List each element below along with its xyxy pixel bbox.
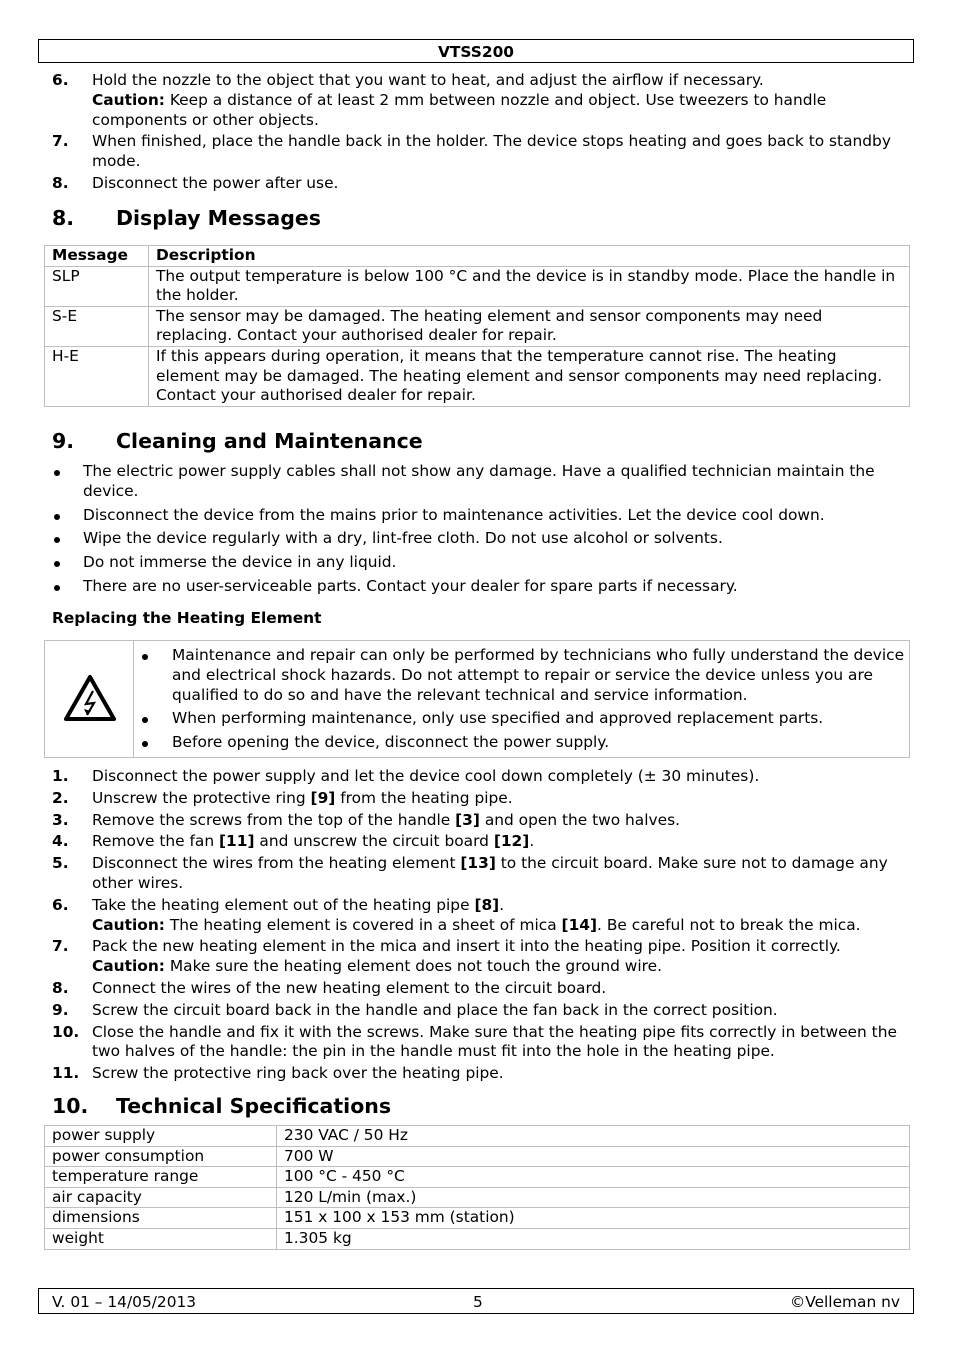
step-number: 11.	[52, 1064, 80, 1083]
section-title: Display Messages	[116, 206, 321, 230]
part-reference: [12]	[493, 832, 530, 851]
step-number: 9.	[52, 1000, 69, 1019]
step-text-part: and open the two halves.	[479, 810, 680, 829]
table-header-row	[45, 246, 910, 267]
step-text-part: .	[499, 895, 505, 914]
table-row	[45, 1146, 910, 1167]
page-footer	[38, 1288, 914, 1314]
table-row	[45, 1126, 910, 1147]
bullet-text: Wipe the device regularly with a dry, lint-free cloth. Do not use alcohol or solvents.	[83, 529, 723, 548]
spec-value: 700 W	[277, 1146, 910, 1167]
maintenance-bullets	[52, 462, 912, 601]
step-text	[92, 767, 908, 787]
list-item	[52, 1023, 908, 1063]
part-reference: [9]	[310, 788, 336, 807]
description-cell: The sensor may be damaged. The heating element and sensor components may need replacing. Contact your authorised dealer for repair.	[149, 306, 910, 346]
step-text: Hold the nozzle to the object that you want to heat, and adjust the airflow if necessary.	[92, 71, 764, 89]
step-number: 1.	[52, 767, 69, 785]
list-item	[52, 1064, 908, 1084]
technical-specifications-table	[44, 1125, 910, 1250]
step-text-part: Disconnect the wires from the heating element	[92, 854, 461, 873]
step-number: 8.	[52, 978, 69, 997]
table-row	[45, 1187, 910, 1208]
step-text-part: Screw the circuit board back in the handle and place the fan back in the correct position.	[92, 1000, 778, 1019]
step-text	[92, 1001, 908, 1021]
spec-label: power consumption	[45, 1146, 277, 1167]
step-text-part: Unscrew the protective ring	[92, 788, 311, 807]
version-date: V. 01 – 14/05/2013	[52, 1293, 197, 1311]
list-item	[52, 1001, 908, 1021]
list-item	[52, 577, 912, 597]
list-item	[52, 462, 912, 502]
step-number: 8.	[52, 173, 69, 192]
bullet-icon	[54, 537, 60, 543]
copyright: ©Velleman nv	[789, 1293, 900, 1311]
part-reference: [3]	[455, 810, 480, 829]
step-text-part: and unscrew the circuit board	[254, 832, 494, 851]
step-text-part: Disconnect the power supply and let the device cool down completely (± 30 minutes).	[92, 767, 760, 785]
step-text	[92, 1064, 908, 1084]
bullet-text: Maintenance and repair can only be performed by technicians who fully understand the device and electrical shock hazards. Do not attempt to repair or service the device unless you are qualified to do so and have the relevant technical and service information.	[172, 646, 905, 704]
list-item	[52, 896, 908, 936]
step-number: 4.	[52, 832, 69, 851]
section-title: Technical Specifications	[116, 1094, 392, 1118]
bullet-text: Before opening the device, disconnect the power supply.	[172, 733, 610, 752]
spec-label: power supply	[45, 1126, 277, 1147]
top-steps-list	[52, 71, 902, 196]
step-text	[92, 854, 908, 894]
table-row	[45, 306, 910, 346]
list-item	[52, 767, 908, 787]
bullet-icon	[54, 585, 60, 591]
caution-text: . Be careful not to break the mica.	[597, 915, 861, 934]
step-number: 5.	[52, 854, 69, 873]
step-text-part: Close the handle and fix it with the screws. Make sure that the heating pipe fits correctly in between the two halves of the handle: the pin in the handle must fit into the hole in the heating pipe.	[92, 1022, 897, 1061]
spec-value: 120 L/min (max.)	[277, 1187, 910, 1208]
bullet-icon	[142, 741, 148, 747]
step-text-part: Connect the wires of the new heating element to the circuit board.	[92, 978, 607, 997]
step-text	[92, 1023, 908, 1063]
replacing-heating-element-subheading: Replacing the Heating Element	[52, 609, 322, 627]
list-item	[52, 132, 902, 172]
warning-box	[44, 640, 910, 758]
step-text	[92, 896, 908, 916]
step-number: 7.	[52, 132, 69, 151]
list-item	[139, 646, 905, 705]
spec-value: 230 VAC / 50 Hz	[277, 1126, 910, 1147]
replacement-steps-list	[52, 767, 908, 1086]
step-text: When finished, place the handle back in the holder. The device stops heating and goes back to standby mode.	[92, 132, 891, 171]
bullet-icon	[54, 514, 60, 520]
step-text	[92, 789, 908, 809]
column-header: Description	[149, 246, 910, 267]
list-item	[52, 811, 908, 831]
step-text-part: .	[529, 832, 535, 851]
list-item	[52, 937, 908, 977]
step-text	[92, 811, 908, 831]
bullet-text: The electric power supply cables shall not show any damage. Have a qualified technician maintain the device.	[83, 462, 875, 500]
table-row	[45, 1167, 910, 1188]
bullet-text: Disconnect the device from the mains prior to maintenance activities. Let the device cool down.	[83, 505, 825, 524]
part-reference: [11]	[219, 832, 255, 851]
bullet-text: There are no user-serviceable parts. Contact your dealer for spare parts if necessary.	[83, 576, 738, 595]
step-text-part: to the circuit board. Make sure not to damage any other wires.	[92, 854, 888, 892]
high-voltage-warning-icon	[64, 674, 116, 722]
spec-label: dimensions	[45, 1208, 277, 1229]
step-number: 3.	[52, 810, 69, 829]
step-text	[92, 979, 908, 999]
list-item	[52, 832, 908, 852]
warning-icon-cell	[45, 641, 134, 757]
caution-text: Keep a distance of at least 2 mm between nozzle and object. Use tweezers to handle components or other objects.	[92, 90, 827, 129]
bullet-icon	[54, 561, 60, 567]
step-number: 2.	[52, 788, 69, 807]
warning-bullets	[139, 646, 905, 757]
caution-label: Caution:	[92, 915, 165, 934]
column-header: Message	[45, 246, 149, 267]
step-text-part: from the heating pipe.	[335, 788, 513, 807]
page-header	[38, 39, 914, 63]
step-text-part: Take the heating element out of the heating pipe	[92, 895, 475, 914]
list-item	[52, 174, 902, 194]
spec-label: temperature range	[45, 1167, 277, 1188]
step-text-part: Remove the fan	[92, 832, 219, 851]
description-cell: If this appears during operation, it means that the temperature cannot rise. The heating element may be damaged. The heating element and sensor components may need replacing. Contact your authorised dealer for repair.	[149, 346, 910, 406]
display-messages-table	[44, 245, 910, 407]
page-number: 5	[473, 1293, 483, 1311]
bullet-text: Do not immerse the device in any liquid.	[83, 553, 397, 572]
spec-label: air capacity	[45, 1187, 277, 1208]
table-row	[45, 1228, 910, 1249]
step-number: 6.	[52, 895, 69, 914]
list-item	[52, 553, 912, 573]
caution-label: Caution:	[92, 957, 165, 976]
bullet-icon	[142, 654, 148, 660]
section-number: 8.	[52, 206, 75, 230]
message-cell: S-E	[45, 306, 149, 346]
caution-text: Make sure the heating element does not touch the ground wire.	[164, 957, 662, 976]
section-number: 9.	[52, 429, 75, 453]
section-10-heading	[52, 1094, 391, 1118]
caution-line	[92, 957, 908, 977]
section-8-heading	[52, 206, 321, 230]
bullet-text: When performing maintenance, only use specified and approved replacement parts.	[172, 709, 824, 728]
table-row	[45, 1208, 910, 1229]
section-number: 10.	[52, 1094, 89, 1118]
step-text	[92, 832, 908, 852]
spec-value: 100 °C - 450 °C	[277, 1167, 910, 1188]
list-item	[52, 71, 902, 130]
list-item	[52, 854, 908, 894]
header-title: VTSS200	[437, 43, 514, 61]
spec-label: weight	[45, 1228, 277, 1249]
list-item	[139, 733, 905, 753]
list-item	[139, 709, 905, 729]
step-text	[92, 937, 908, 957]
spec-value: 1.305 kg	[277, 1228, 910, 1249]
section-title: Cleaning and Maintenance	[116, 429, 423, 453]
section-9-heading	[52, 429, 423, 453]
bullet-icon	[142, 717, 148, 723]
part-reference: [13]	[460, 854, 496, 873]
step-number: 10.	[52, 1022, 80, 1041]
caution-line	[92, 916, 908, 936]
caution-text: The heating element is covered in a sheet of mica	[164, 915, 562, 934]
step-text-part: Pack the new heating element in the mica and insert it into the heating pipe. Position it correctly.	[92, 937, 841, 956]
step-number: 7.	[52, 937, 69, 956]
step-text-part: Screw the protective ring back over the heating pipe.	[92, 1064, 504, 1083]
bullet-icon	[54, 470, 60, 476]
part-reference: [8]	[474, 895, 500, 914]
list-item	[52, 789, 908, 809]
list-item	[52, 506, 912, 526]
caution-label: Caution:	[92, 90, 165, 109]
caution-line	[92, 91, 902, 131]
table-row	[45, 266, 910, 306]
step-number: 6.	[52, 71, 69, 89]
message-cell: H-E	[45, 346, 149, 406]
step-text: Disconnect the power after use.	[92, 173, 339, 192]
part-reference: [14]	[561, 915, 598, 934]
table-row	[45, 346, 910, 406]
list-item	[52, 979, 908, 999]
description-cell: The output temperature is below 100 °C and the device is in standby mode. Place the handle in the holder.	[149, 266, 910, 306]
spec-value: 151 x 100 x 153 mm (station)	[277, 1208, 910, 1229]
step-text-part: Remove the screws from the top of the handle	[92, 810, 456, 829]
message-cell: SLP	[45, 266, 149, 306]
list-item	[52, 529, 912, 549]
